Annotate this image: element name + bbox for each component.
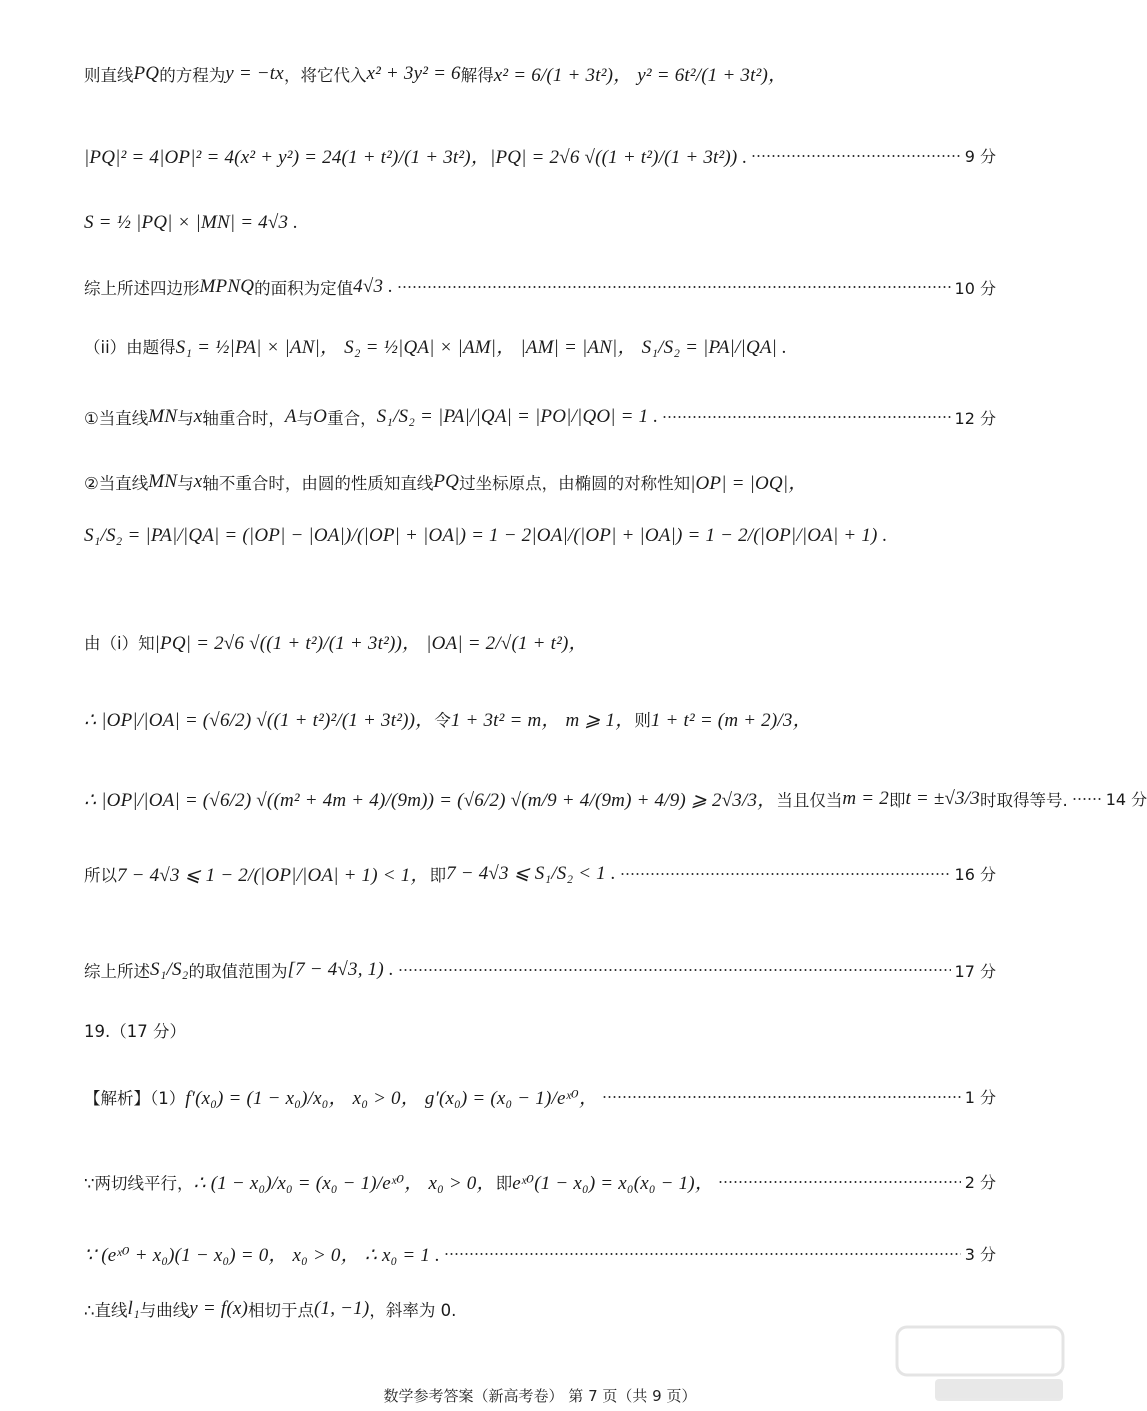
text-segment: ∵两切线平行， (84, 1173, 194, 1193)
answer-line (84, 628, 996, 655)
answer-line (84, 60, 996, 87)
math-expression: l₁ (127, 1298, 140, 1319)
math-expression: 1 + 3t² = m， m ⩾ 1， (450, 710, 635, 731)
answer-line (84, 785, 1147, 812)
math-expression: y = −tx (225, 62, 284, 84)
answer-line (84, 212, 996, 234)
math-expression: PQ (433, 470, 460, 492)
math-expression: A (284, 406, 297, 427)
text-segment: 【解析】（1） (84, 1088, 186, 1108)
math-expression: t = ±√3/3 (905, 787, 980, 809)
text-segment: 解得 (460, 65, 494, 85)
text-segment: （ii）由题得 (84, 337, 176, 357)
math-expression: |PQ| = 2√6 √((1 + t²)/(1 + 3t²))， |OA| = 2/√(1 + t²)， (154, 633, 588, 654)
text-segment: 即 (888, 790, 906, 810)
text-segment: 当且仅当 (776, 790, 843, 810)
math-expression: S = ½ |PQ| × |MN| = 4√3 . (84, 212, 299, 233)
math-expression: |PQ|² = 4|OP|² = 4(x² + y²) = 24(1 + t²)/(1 + 3t²)，|PQ| = 2√6 √((1 + t²)/(1 + 3t²)) . (84, 147, 748, 168)
math-expression: ∴ |OP|/|OA| = (√6/2) √((1 + t²)²/(1 + 3t²))， (84, 710, 435, 731)
text-segment: 则 (634, 710, 651, 730)
text-segment: ①当直线 (84, 409, 149, 428)
math-expression: S₁ = ½|PA| × |AN|， S₂ = ½|QA| × |AM|， |AM| = |AN|， S₁/S₂ = |PA|/|QA| . (175, 337, 788, 358)
dotted-leader (620, 873, 951, 875)
math-expression: 7 − 4√3 ⩽ 1 − 2/(|OP|/|OA| + 1) < 1， (117, 865, 430, 886)
math-expression: S₁/S₂ = |PA|/|QA| = (|OP| − |OA|)/(|OP| + |OA|) = 1 − 2|OA|/(|OP| + |OA|) = 1 − 2/(|OP|/|OA| + 1) . (84, 525, 888, 546)
answer-line (84, 1168, 996, 1195)
text-segment: 19.（17 分） (84, 1022, 186, 1041)
watermark-logo-icon (895, 1325, 1065, 1405)
math-expression: m = 2 (842, 787, 889, 809)
math-expression: O (313, 406, 328, 427)
answer-line (84, 142, 996, 169)
math-expression: 4√3 . (353, 276, 394, 297)
math-expression: x² = 6/(1 + 3t²)， y² = 6t²/(1 + 3t²)， (493, 65, 788, 86)
math-expression: [7 − 4√3, 1) . (287, 959, 394, 980)
answer-line (84, 275, 996, 299)
math-expression: S₁/S₂ (150, 959, 189, 980)
text-segment: 综上所述 (84, 962, 150, 981)
page-footer: 数学参考答案（新高考卷） 第 7 页（共 9 页） (383, 1387, 697, 1405)
score-marker: 2 分 (964, 1173, 996, 1192)
math-expression: x² + 3y² = 6 (366, 62, 461, 84)
answer-line (84, 1240, 996, 1267)
text-segment: 相切于点 (248, 1301, 315, 1320)
text-segment: 的面积为定值 (254, 279, 354, 298)
text-segment: 重合， (327, 409, 377, 428)
text-segment: 由（i）知 (84, 633, 155, 653)
text-segment: 过坐标原点，由椭圆的对称性知 (459, 473, 691, 493)
text-segment: 的方程为 (159, 65, 226, 85)
score-marker: 9 分 (964, 147, 996, 166)
text-segment: ，斜率为 0. (369, 1301, 457, 1320)
score-marker: 17 分 (954, 961, 996, 981)
text-segment: 时取得等号. (979, 790, 1068, 810)
text-segment: ②当直线 (84, 473, 149, 493)
score-marker: 1 分 (964, 1088, 996, 1107)
text-segment: 则直线 (84, 65, 134, 85)
math-expression: PQ (133, 62, 160, 84)
math-expression: |OP| = |OQ|， (690, 473, 808, 494)
math-expression: ∴ |OP|/|OA| = (√6/2) √((m² + 4m + 4)/(9m)) = (√6/2) √(m/9 + 4/(9m) + 4/9) ⩾ 2√3/3， (84, 790, 777, 811)
score-marker: 3 分 (964, 1245, 996, 1264)
math-expression: 7 − 4√3 ⩽ S₁/S₂ < 1 . (446, 863, 616, 884)
math-expression: ∴ (1 − x₀)/x₀ = (x₀ − 1)/eˣ⁰， x₀ > 0， (193, 1173, 496, 1194)
math-expression: ∵ (eˣ⁰ + x₀)(1 − x₀) = 0， x₀ > 0， ∴ x₀ = 1 . (84, 1245, 440, 1266)
dotted-leader (1072, 798, 1102, 800)
dotted-leader (662, 416, 950, 418)
answer-line (84, 405, 996, 429)
text-segment: 与 (177, 473, 194, 493)
math-expression: S₁/S₂ = |PA|/|QA| = |PO|/|QO| = 1 . (376, 406, 659, 427)
math-expression: MPNQ (199, 276, 255, 297)
answer-line (84, 1083, 996, 1110)
text-segment: 综上所述四边形 (84, 279, 200, 298)
text-segment: 即 (495, 1173, 513, 1193)
dotted-leader (397, 286, 950, 288)
answer-line (84, 525, 996, 547)
math-expression: eˣ⁰(1 − x₀) = x₀(x₀ − 1)， (512, 1173, 715, 1194)
answer-line (84, 1297, 996, 1321)
math-expression: y = f(x) (189, 1298, 249, 1319)
dotted-leader (602, 1096, 961, 1098)
text-segment: 轴不重合时，由圆的性质知直线 (202, 473, 434, 493)
answer-line (84, 705, 996, 732)
text-segment: 轴重合时， (202, 409, 285, 428)
text-segment: 与 (296, 409, 314, 428)
text-segment: 与 (177, 409, 194, 428)
dotted-leader (751, 155, 960, 157)
text-segment: 的取值范围为 (188, 962, 288, 981)
math-expression: MN (148, 406, 178, 427)
math-expression: (1, −1) (314, 1298, 370, 1319)
dotted-leader (718, 1181, 961, 1183)
score-marker: 16 分 (954, 865, 996, 884)
text-segment: 与曲线 (139, 1301, 190, 1320)
math-expression: x (193, 470, 203, 492)
text-segment: 所以 (84, 865, 117, 885)
score-marker: 14 分 (1105, 790, 1147, 809)
dotted-leader (444, 1253, 961, 1255)
score-marker: 12 分 (954, 408, 996, 428)
answer-line (84, 332, 996, 359)
math-expression: 1 + t² = (m + 2)/3， (650, 710, 812, 731)
dotted-leader (398, 969, 951, 971)
math-expression: x (193, 406, 203, 427)
math-expression: MN (148, 470, 178, 492)
answer-line (84, 468, 996, 495)
answer-line (84, 860, 996, 887)
answer-line (84, 1018, 996, 1042)
score-marker: 10 分 (954, 278, 996, 298)
text-segment: 即 (429, 865, 447, 885)
text-segment: 令 (434, 710, 451, 730)
text-segment: ，将它代入 (283, 65, 367, 85)
text-segment: ∴直线 (84, 1301, 128, 1320)
math-expression: f′(x₀) = (1 − x₀)/x₀， x₀ > 0， g′(x₀) = (x₀ − 1)/eˣ⁰， (185, 1088, 599, 1109)
answer-line (84, 958, 996, 982)
